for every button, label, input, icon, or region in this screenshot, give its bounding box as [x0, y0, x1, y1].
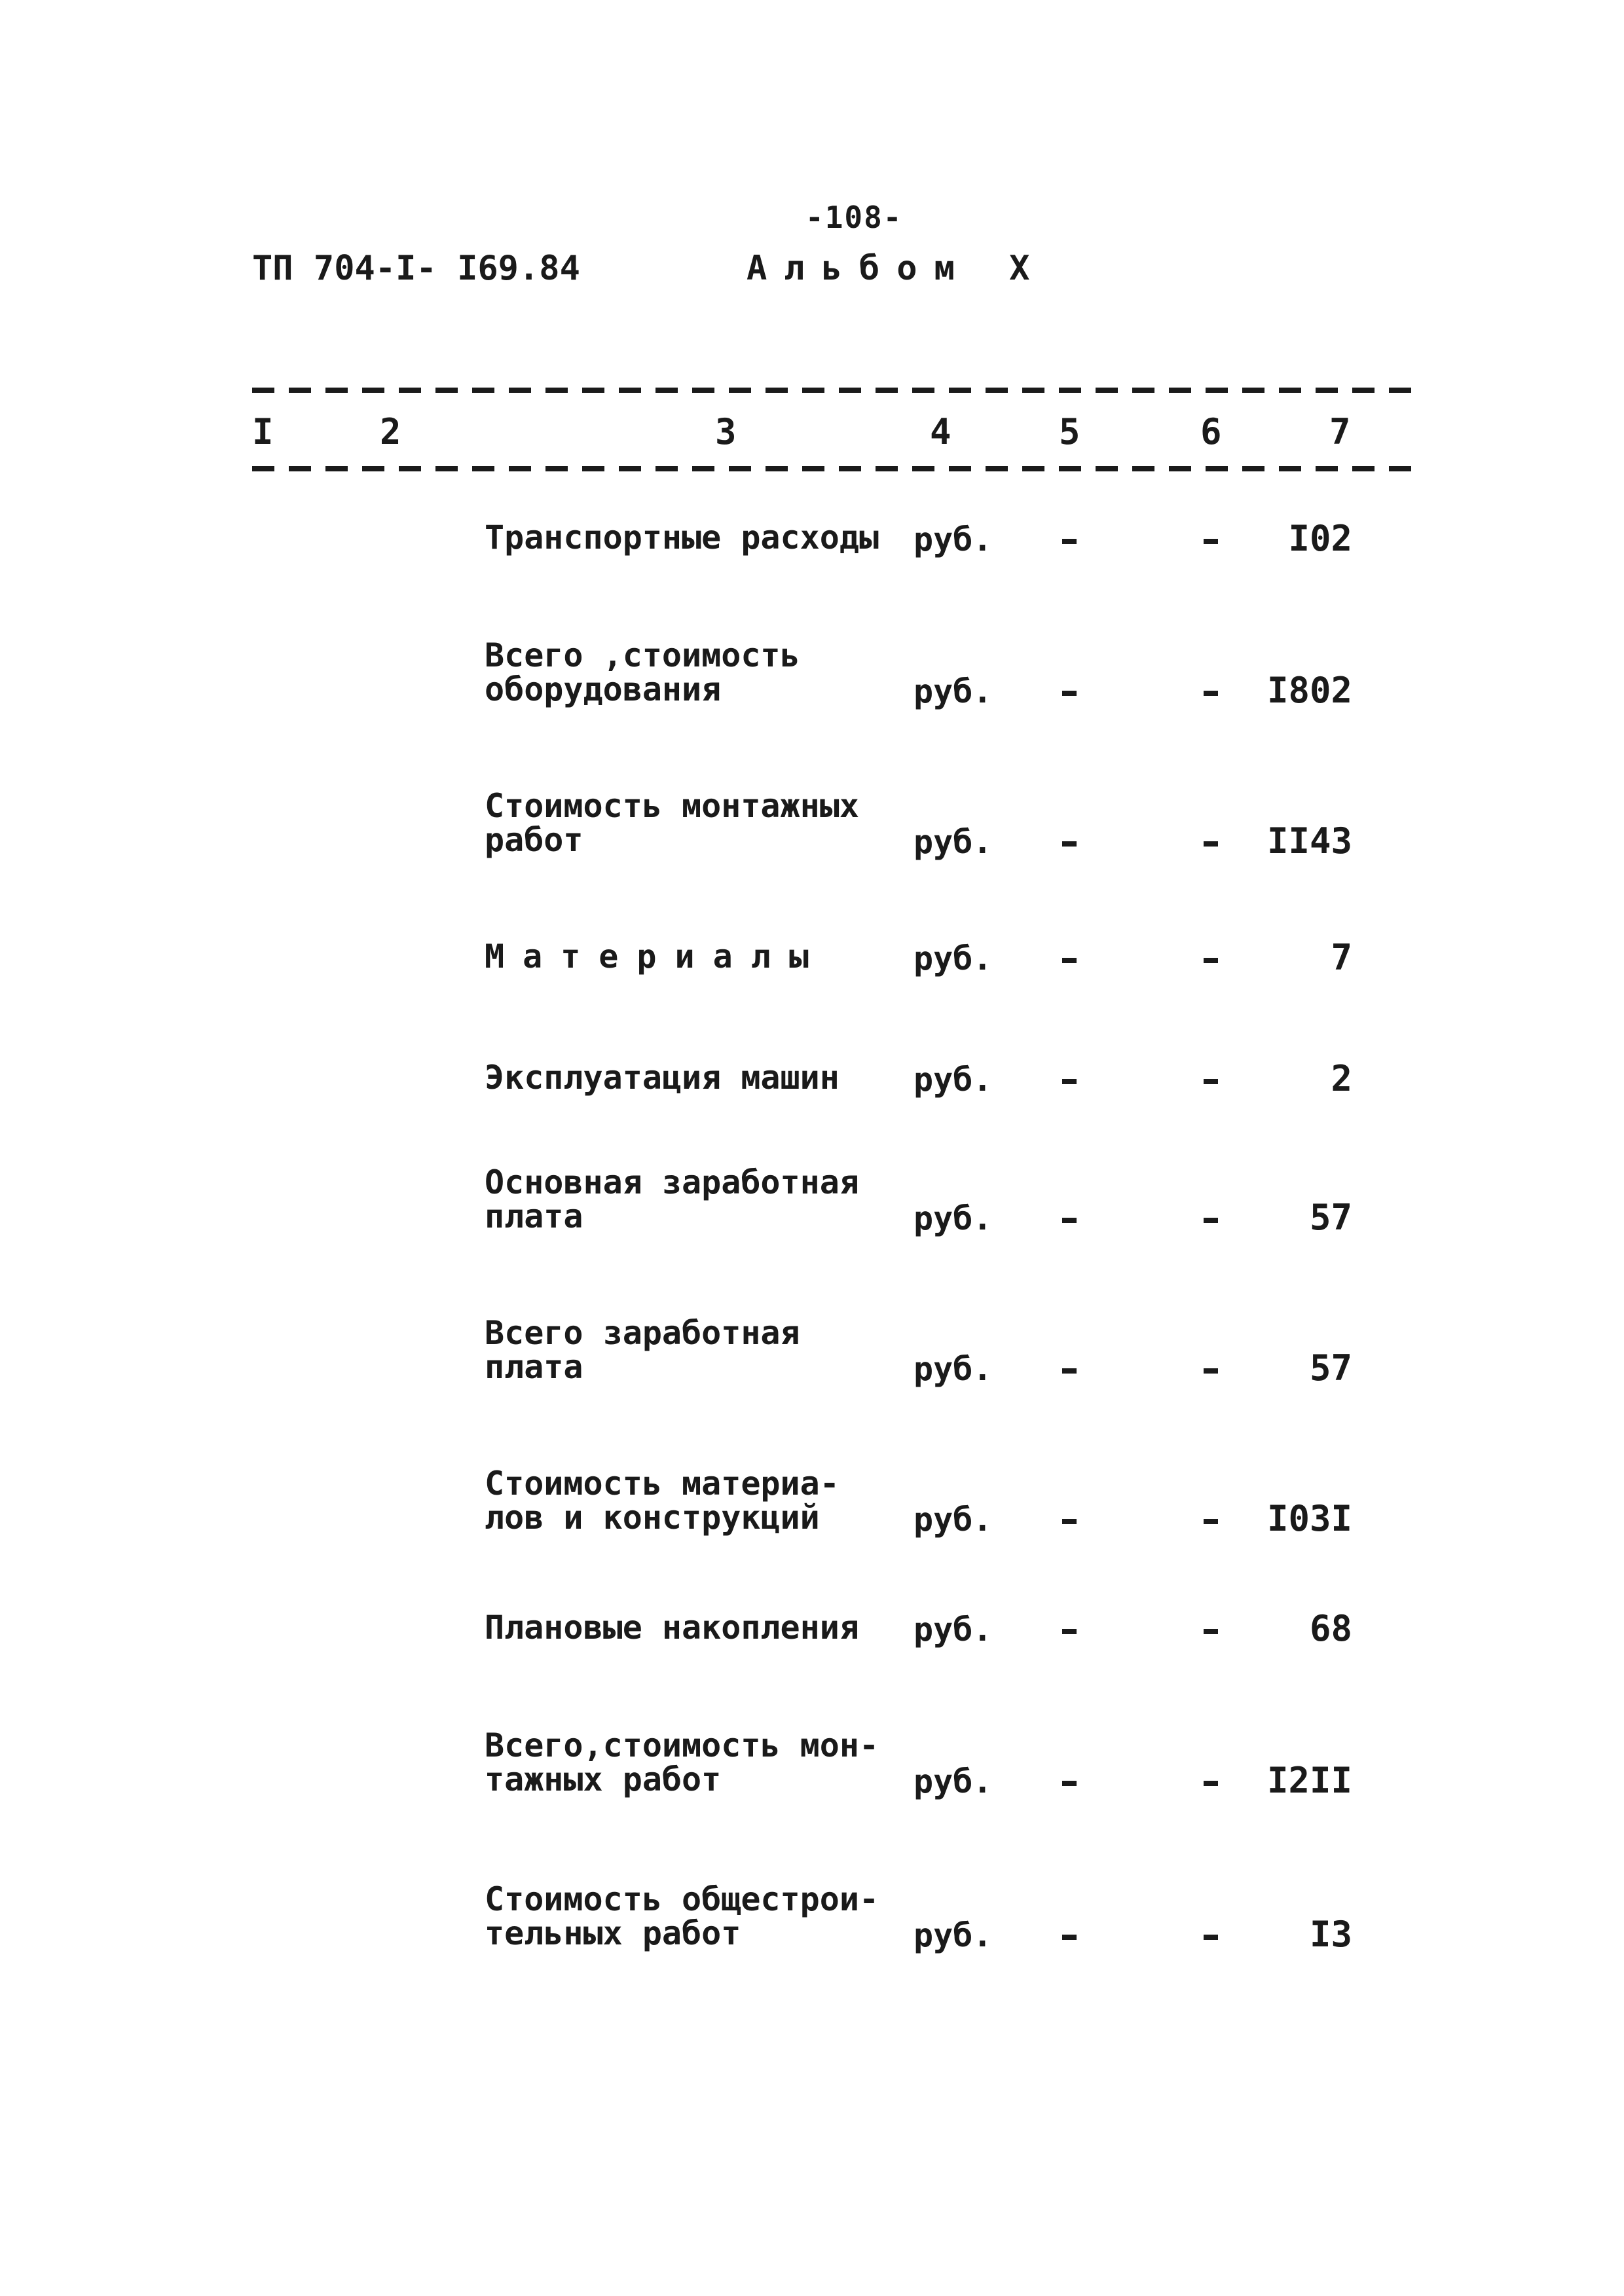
row-col5-dash: [1062, 1519, 1077, 1524]
row-unit: руб.: [913, 1762, 993, 1800]
row-unit: руб.: [913, 1611, 993, 1649]
row-value: 2: [1331, 1058, 1352, 1099]
row-item-name: Всего заработная плата: [485, 1314, 800, 1386]
column-header-5: 5: [1059, 411, 1080, 452]
row-item-name: Плановые накопления: [485, 1609, 859, 1647]
row-col5-dash: [1062, 691, 1077, 696]
row-col6-dash: [1204, 691, 1218, 696]
row-col5-dash: [1062, 1935, 1077, 1940]
row-item-name: Стоимость материа- лов и конструкций: [485, 1465, 840, 1537]
row-col6-dash: [1204, 1629, 1218, 1634]
column-header-4: 4: [930, 411, 951, 452]
row-col6-dash: [1204, 1368, 1218, 1374]
row-value: I02: [1288, 518, 1352, 559]
row-col6-dash: [1204, 1218, 1218, 1223]
row-unit: руб.: [913, 1199, 993, 1237]
row-item-name: Всего ,стоимость оборудования: [485, 636, 800, 708]
row-value: I03I: [1266, 1498, 1352, 1539]
table-bottom-dashed-rule: [252, 466, 1418, 471]
column-header-7: 7: [1329, 411, 1351, 452]
row-col6-dash: [1204, 1781, 1218, 1786]
column-header-1: I: [252, 411, 274, 452]
row-value: 7: [1331, 937, 1352, 978]
row-col5-dash: [1062, 539, 1077, 544]
row-unit: руб.: [913, 1916, 993, 1954]
row-col5-dash: [1062, 1629, 1077, 1634]
row-item-name: Всего,стоимость мон- тажных работ: [485, 1726, 879, 1798]
row-unit: руб.: [913, 1061, 993, 1099]
page-number: -108-: [805, 200, 903, 235]
row-item-name: Стоимость общестрои- тельных работ: [485, 1880, 879, 1952]
row-unit: руб.: [913, 939, 993, 977]
row-col5-dash: [1062, 1781, 1077, 1786]
row-col5-dash: [1062, 958, 1077, 963]
row-item-name: Материалы: [485, 938, 827, 975]
row-col6-dash: [1204, 841, 1218, 847]
row-value: 57: [1309, 1197, 1352, 1238]
row-value: I802: [1266, 670, 1352, 711]
row-value: 57: [1309, 1347, 1352, 1389]
column-header-2: 2: [380, 411, 401, 452]
document-code: ТП 704-I- I69.84: [252, 249, 580, 288]
row-item-name: Эксплуатация машин: [485, 1059, 840, 1097]
table-top-dashed-rule: [252, 388, 1418, 393]
row-col6-dash: [1204, 1935, 1218, 1940]
row-value: I2II: [1266, 1760, 1352, 1801]
row-unit: руб.: [913, 1501, 993, 1539]
row-col5-dash: [1062, 1079, 1077, 1084]
row-unit: руб.: [913, 1350, 993, 1388]
row-item-name: Стоимость монтажных работ: [485, 787, 859, 859]
row-item-name: Транспортные расходы: [485, 519, 879, 556]
row-item-name: Основная заработная плата: [485, 1163, 859, 1235]
row-value: I3: [1309, 1914, 1352, 1955]
album-title: Альбом Х: [747, 249, 1047, 288]
row-col5-dash: [1062, 1368, 1077, 1374]
row-unit: руб.: [913, 520, 993, 558]
column-header-3: 3: [715, 411, 737, 452]
row-value: 68: [1309, 1608, 1352, 1649]
row-col6-dash: [1204, 539, 1218, 544]
row-unit: руб.: [913, 672, 993, 710]
row-col6-dash: [1204, 958, 1218, 963]
row-col5-dash: [1062, 1218, 1077, 1223]
row-col6-dash: [1204, 1079, 1218, 1084]
row-value: II43: [1266, 820, 1352, 862]
row-col5-dash: [1062, 841, 1077, 847]
row-unit: руб.: [913, 823, 993, 861]
column-header-6: 6: [1200, 411, 1222, 452]
row-col6-dash: [1204, 1519, 1218, 1524]
